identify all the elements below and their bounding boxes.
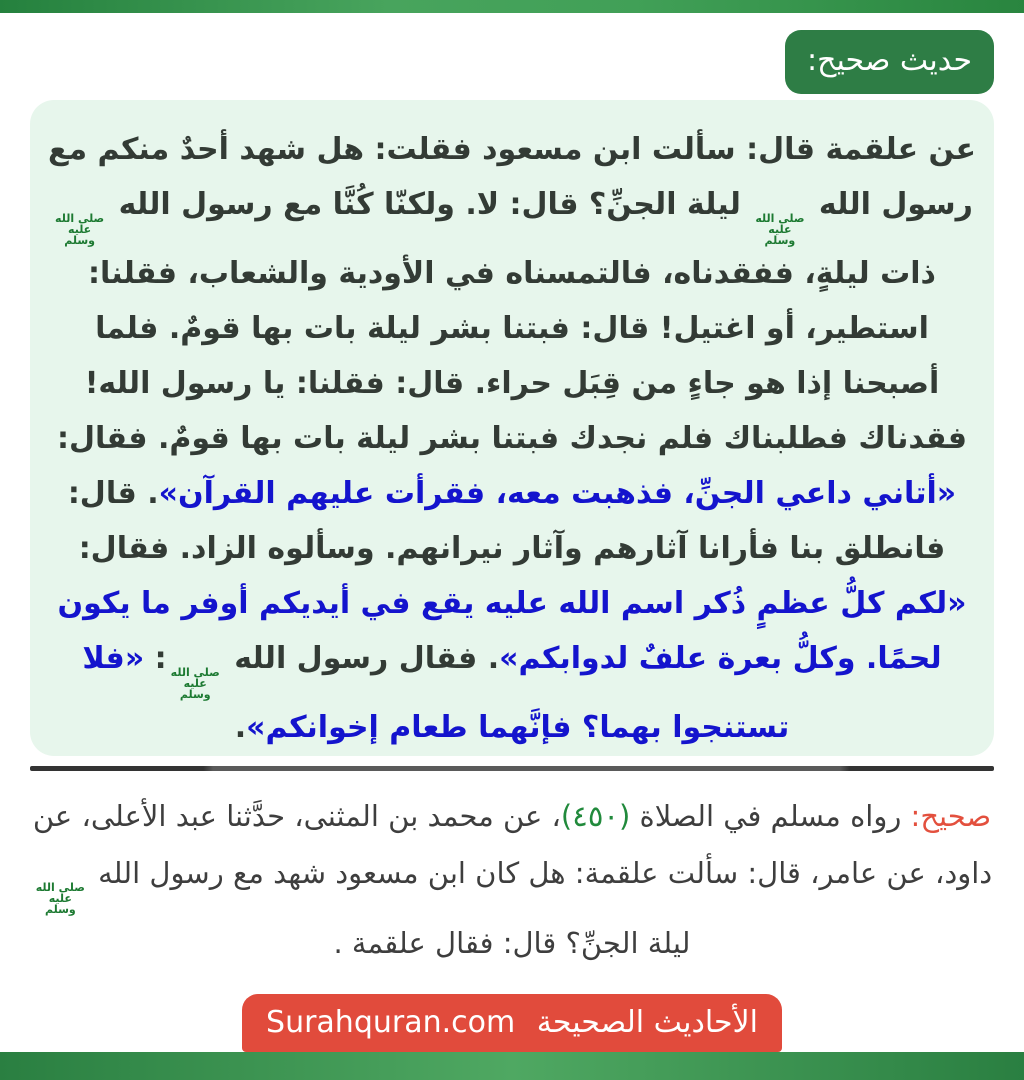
text-segment-dark: . [234, 710, 247, 745]
pbuh-calligraphy-icon: صلى الله عليه وسلم [35, 881, 85, 916]
text-segment-gray: رواه مسلم في الصلاة [630, 799, 911, 833]
hadith-text-box [30, 100, 994, 756]
text-segment-red: صحيح: [910, 799, 992, 833]
site-attribution-button[interactable] [242, 994, 782, 1052]
takhrij-text [28, 788, 996, 972]
site-button-url-label: Surahquran.com [266, 1005, 516, 1040]
bottom-accent-bar [0, 1052, 1024, 1080]
pbuh-calligraphy-icon: صلى الله عليه وسلم [55, 212, 105, 247]
hadith-grade-badge: حديث صحيح: [785, 30, 994, 94]
text-segment-dark: ليلة الجنِّ؟ قال: لا. ولكنّا كُنَّا مع رسول الله [108, 187, 752, 222]
text-segment-dark: عن علقمة قال: سألت ابن مسعود فقلت: هل شهد أحدٌ منكم مع رسول الله [47, 132, 977, 222]
pbuh-calligraphy-icon: صلى الله عليه وسلم [755, 212, 805, 247]
text-segment-blue: «لكم كلُّ عظمٍ ذُكر اسم الله عليه يقع في أيديكم أوفر ما يكون لحمًا. وكلُّ بعرة علفٌ لدوابكم» [57, 586, 967, 676]
text-segment-dark: ذات ليلةٍ، ففقدناه، فالتمسناه في الأودية والشعاب، فقلنا: استطير، أو اغتيل! قال: فبتنا بشر ليلة بات بها قومٌ. فلما أصبحنا إذا هو جاءٍ من قِبَل حراء. قال: فقلنا: يا رسول الله! فقدناك فطلبناك فلم نجدك فبتنا بشر ليلة بات بها قومٌ. فقال: [57, 256, 967, 456]
text-segment-gray: ليلة الجنِّ؟ قال: فقال علقمة . [333, 926, 691, 960]
text-segment-blue: «فلا تستنجوا بهما؟ فإنَّهما طعام إخوانكم» [82, 641, 790, 745]
divider-line [30, 766, 994, 771]
text-segment-green: (٤٥٠) [560, 799, 631, 833]
text-segment-dark: . فقال رسول الله [223, 641, 500, 676]
text-segment-gray: ، عن محمد بن المثنى، حدَّثنا عبد الأعلى، عن داود، عن عامر، قال: سألت علقمة: هل كان ابن مسعود شهد مع رسول الله [32, 799, 993, 890]
top-accent-bar [0, 0, 1024, 13]
pbuh-calligraphy-icon: صلى الله عليه وسلم [170, 666, 220, 701]
text-segment-dark: . قال: فانطلق بنا فأرانا آثارهم وآثار نيرانهم. وسألوه الزاد. فقال: [67, 476, 946, 566]
site-button-arabic-label: الأحاديث الصحيحة [536, 1005, 758, 1040]
text-segment-blue: «أتاني داعي الجنِّ، فذهبت معه، فقرأت عليهم القرآن» [158, 476, 957, 511]
text-segment-dark: : [144, 641, 167, 676]
